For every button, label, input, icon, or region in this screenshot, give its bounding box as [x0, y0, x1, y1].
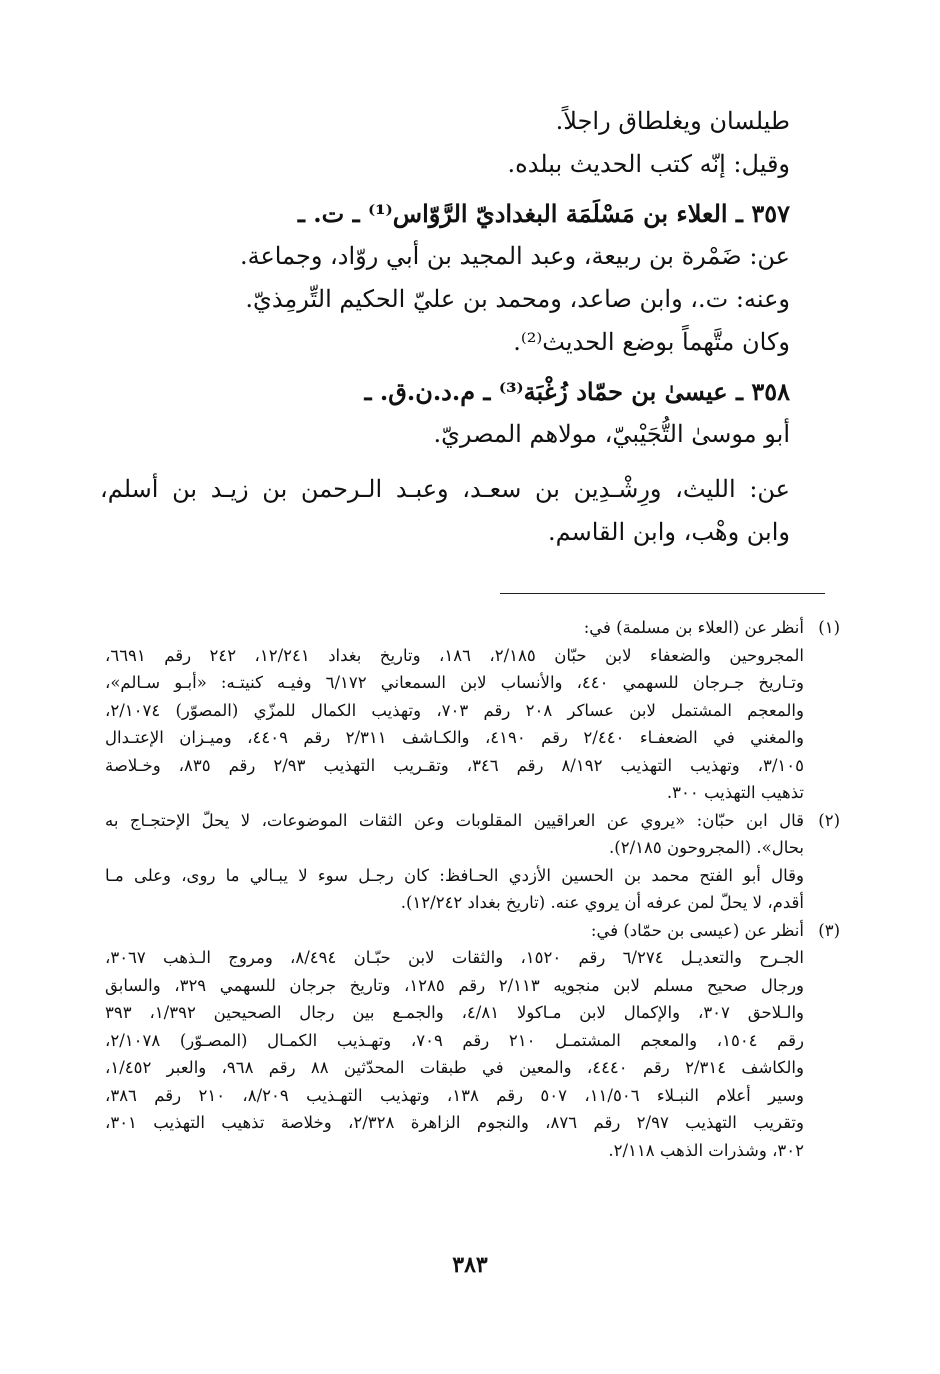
text-line: عن: الليث، ورِشْـدِين بن سعـد، وعبـد الـرحمن بن زيـد بن أسلم، [100, 475, 790, 503]
text-line: وابن وهْب، وابن القاسم. [547, 518, 790, 546]
footnote-line: ورجال صحيح مسلم لابن منجويه ٢/١١٣ رقم ١٢٨٥، وتاريخ جرجان للسهمي ٣٢٩، والسابق [105, 975, 805, 995]
footnote-line: ٣٠٢، وشذرات الذهب ٢/١١٨. [608, 1140, 804, 1160]
footnote-number: (٣) [818, 920, 840, 940]
footnote-2 [105, 807, 840, 917]
footnote-line: أقدم، لا يحلّ لمن عرفه أن يروي عنه. (تاريخ بغداد ١٢/٢٤٢). [400, 893, 804, 912]
page-number: ٣٨٣ [452, 1252, 488, 1278]
footnote-line: والكاشف ٢/٣١٤ رقم ٤٤٤٠، والمعين في طبقات المحدّثين ٨٨ رقم ٩٦٨، والعبر ١/٤٥٢، [105, 1058, 804, 1077]
footnote-line: قال ابن حبّان: «يروي عن العراقيين المقلوبات وعن الثقات الموضوعات، لا يحلّ الإحتجـاج به [105, 810, 804, 830]
footnote-line: تذهيب التهذيب ٣٠٠. [666, 783, 804, 802]
footnote-line: وقال أبو الفتح محمد بن الحسين الأزدي الحـافظ: كان رجـل سوء لا يبـالي ما روى، وعلى مـا [105, 865, 804, 885]
footnote-line: أنظر عن (العلاء بن مسلمة) في: [583, 618, 804, 637]
footnotes [105, 614, 840, 1164]
footnote-line: ٣/١٠٥، وتهذيب التهذيب ٨/١٩٢ رقم ٣٤٦، وتقـريب التهذيب ٢/٩٣ رقم ٨٣٥، وخـلاصة [105, 755, 804, 775]
footnote-line: بحال». (المجروحون ٢/١٨٥). [609, 838, 804, 857]
text-line: وعنه: ت.، وابن صاعد، ومحمد بن عليّ الحكيم التِّرمِذيّ. [245, 285, 790, 313]
footnote-line: والـلاحق ٣٠٧، والإكمال لابن مـاكولا ٤/٨١، والجمـع بين رجال الصحيحين ١/٣٩٢، ٣٩٣ [105, 1003, 804, 1022]
text-line: أبو موسىٰ التُّجَيْبيّ، مولاهم المصريّ. [433, 420, 790, 448]
footnote-separator [500, 593, 825, 594]
text-line: عن: ضَمْرة بن ربيعة، وعبد المجيد بن أبي روّاد، وجماعة. [239, 242, 790, 270]
footnote-number: (١) [818, 618, 840, 637]
footnote-line: وتـاريخ جـرجان للسهمي ٤٤٠، والأنساب لابن السمعاني ٦/١٧٢ وفيـه كنيتـه: «أبـو سـالم»، [105, 673, 804, 692]
footnote-1 [105, 614, 840, 807]
text-line: طيلسان ويغلطاق راجلاً. [555, 107, 790, 135]
text-line: وقيل: إنّه كتب الحديث ببلده. [507, 150, 790, 178]
footnote-line: وتقريب التهذيب ٢/٩٧ رقم ٨٧٦، والنجوم الزاهرة ٢/٣٢٨، وخلاصة تذهيب التهذيب ٣٠١، [105, 1113, 804, 1132]
footnote-line: والمغني في الضعفـاء ٢/٤٤٠ رقم ٤١٩٠، والكـاشف ٢/٣١١ رقم ٤٤٠٩، وميـزان الإعتـدال [105, 728, 804, 747]
footnote-line: والمعجم المشتمل لابن عساكر ٢٠٨ رقم ٧٠٣، وتهذيب الكمال للمزّي (المصوّر) ٢/١٠٧٤، [105, 700, 804, 720]
entry-heading-357: ٣٥٧ ـ العلاء بن مَسْلَمَة البغداديّ الرَّوّاس⁽¹⁾ ـ ت. ـ [297, 199, 790, 228]
footnote-line: أنظر عن (عيسى بن حمّاد) في: [590, 920, 804, 940]
text-line: وكان متَّهماً بوضع الحديث⁽²⁾. [513, 328, 790, 356]
footnote-line: المجروحين والضعفاء لابن حبّان ٢/١٨٥، ١٨٦، وتاريخ بغداد ١٢/٢٤١، ٢٤٢ رقم ٦٦٩١، [105, 645, 805, 665]
entry-heading-358: ٣٥٨ ـ عيسىٰ بن حمّاد زُغْبَة⁽³⁾ ـ م.د.ن.ق. ـ [364, 377, 790, 406]
footnote-3 [105, 917, 840, 1165]
footnote-line: رقم ١٥٠٤، والمعجم المشتمـل ٢١٠ رقم ٧٠٩، وتهـذيب الكمـال (المصـوّر) ٢/١٠٧٨، [105, 1030, 804, 1050]
footnote-line: وسير أعلام النبـلاء ١١/٥٠٦، ٥٠٧ رقم ١٣٨، وتهذيب التهـذيب ٨/٢٠٩، ٢١٠ رقم ٣٨٦، [105, 1085, 804, 1105]
footnote-line: الجـرح والتعديـل ٦/٢٧٤ رقم ١٥٢٠، والثقات لابن حبّـان ٨/٤٩٤، ومروج الـذهب ٣٠٦٧، [105, 948, 804, 967]
main-text [100, 100, 790, 554]
footnote-number: (٢) [818, 810, 840, 830]
